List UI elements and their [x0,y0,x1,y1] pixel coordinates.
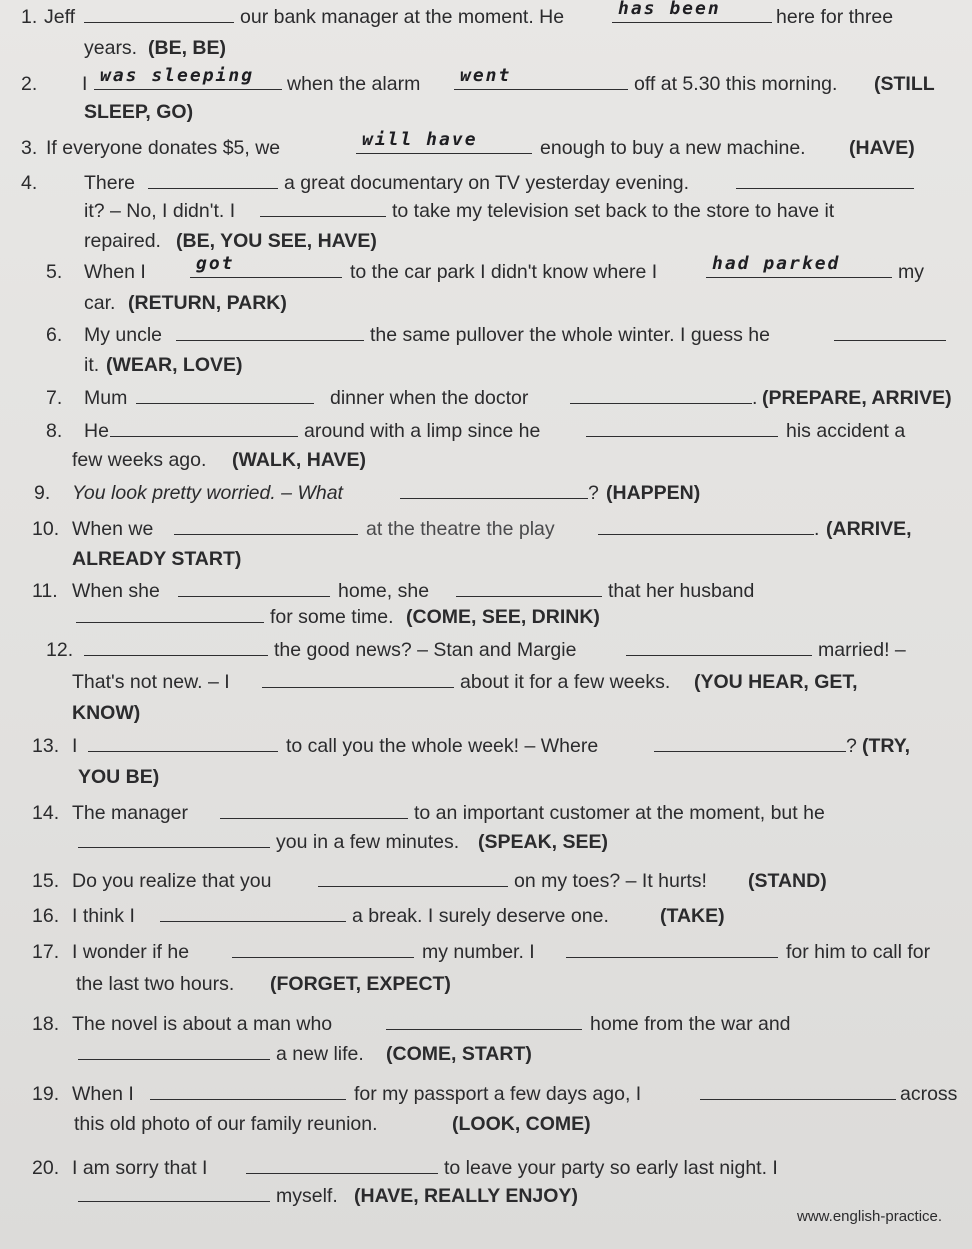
answer-blank[interactable] [566,939,778,958]
answer-blank[interactable] [160,903,346,922]
answer-blank[interactable] [232,939,414,958]
answer-blank[interactable] [706,253,892,278]
answer-blank[interactable] [386,1011,582,1030]
answer-blank[interactable] [174,516,358,535]
answer-blank[interactable] [78,829,270,848]
handwritten-answer: went [460,65,512,86]
answer-blank[interactable] [78,1041,270,1060]
answer-blank[interactable] [190,253,342,278]
handwritten-answer: was sleeping [100,65,255,86]
answer-blank[interactable] [834,322,946,341]
handwritten-answer: has been [618,0,721,19]
answer-blank[interactable] [84,4,234,23]
answer-blank[interactable] [356,129,532,154]
answer-blank[interactable] [178,578,330,597]
answer-blank[interactable] [654,733,846,752]
answer-blank[interactable] [76,604,264,623]
answer-blank[interactable] [700,1081,896,1100]
answer-blank[interactable] [246,1155,438,1174]
answer-blank[interactable] [318,868,508,887]
answer-blank[interactable] [612,0,772,23]
answer-blank[interactable] [150,1081,346,1100]
answer-blank[interactable] [84,637,268,656]
answer-blank[interactable] [570,385,752,404]
answer-blank[interactable] [400,480,588,499]
answer-blank[interactable] [626,637,812,656]
answer-blank[interactable] [260,198,386,217]
answer-blank[interactable] [456,578,602,597]
worksheet: 1. Jeff our bank manager at the moment. He has been here for three years. (BE, BE) 2. I was sleeping when the alarm went off at 5.30 this morning. (STILL SLEEP, GO) 3. If everyone donates $5, we will have enough to buy a new machine. (HAVE) 4. There a great documentary on TV yesterday evening. it? – No, I didn't. I to take my television set back to the store to have it repaired. (BE, YOU SEE, HAVE) 5. When I got to the car park I didn't know where I had parked my car. (RETURN, PARK) 6. My uncle the same pullover the whole winter. I guess he it. (WEAR, LOVE) 7. Mum dinner when the doctor . (PREPARE, ARRIVE) 8. He around with a limp since he his accident a few weeks ago. (WALK, HAVE) 9. You look pretty worried. – What ? (HAPPEN) 10. When we at the theatre the play . (ARRIVE, ALREADY START) 11. When she home, she that her husband for some time. (COME, SEE, DRINK) 12. the good news? – Stan and Margie married! – That's not new. – I about it for a few weeks. (YOU HEAR, GET, KNOW) 13. I to call you the whole week! – Where ? (TRY, YOU BE) 14. The manager to an important customer at the moment, but he you in a few minutes. (SPEAK, SEE) 15. Do you realize that you on my toes? – It hurts! (STAND) 16. I think I a break. I surely deserve one. (TAKE) 17. I wonder if he my number. I for him to call for the last two hours. (FORGET, EXPECT) 18. The novel is about a man who home from the war and a new life. (COME, START) 19. When I for my passport a few days ago, I across this old photo of our family reunion. (LOOK, COME) 20. I am sorry that I to leave your party so early last night. I myself. (HAVE, REALLY ENJOY) www.english-practice. [0,0,972,1249]
answer-blank[interactable] [736,170,914,189]
answer-blank[interactable] [598,516,814,535]
handwritten-answer: will have [362,129,478,150]
answer-blank[interactable] [454,65,628,90]
answer-blank[interactable] [110,418,298,437]
answer-blank[interactable] [262,669,454,688]
answer-blank[interactable] [176,322,364,341]
answer-blank[interactable] [88,733,278,752]
answer-blank[interactable] [148,170,278,189]
answer-blank[interactable] [586,418,778,437]
handwritten-answer: had parked [712,253,841,274]
handwritten-answer: got [196,253,235,274]
answer-blank[interactable] [78,1183,270,1202]
answer-blank[interactable] [220,800,408,819]
answer-blank[interactable] [136,385,314,404]
answer-blank[interactable] [94,65,282,90]
footer-url: www.english-practice. [797,1208,943,1225]
